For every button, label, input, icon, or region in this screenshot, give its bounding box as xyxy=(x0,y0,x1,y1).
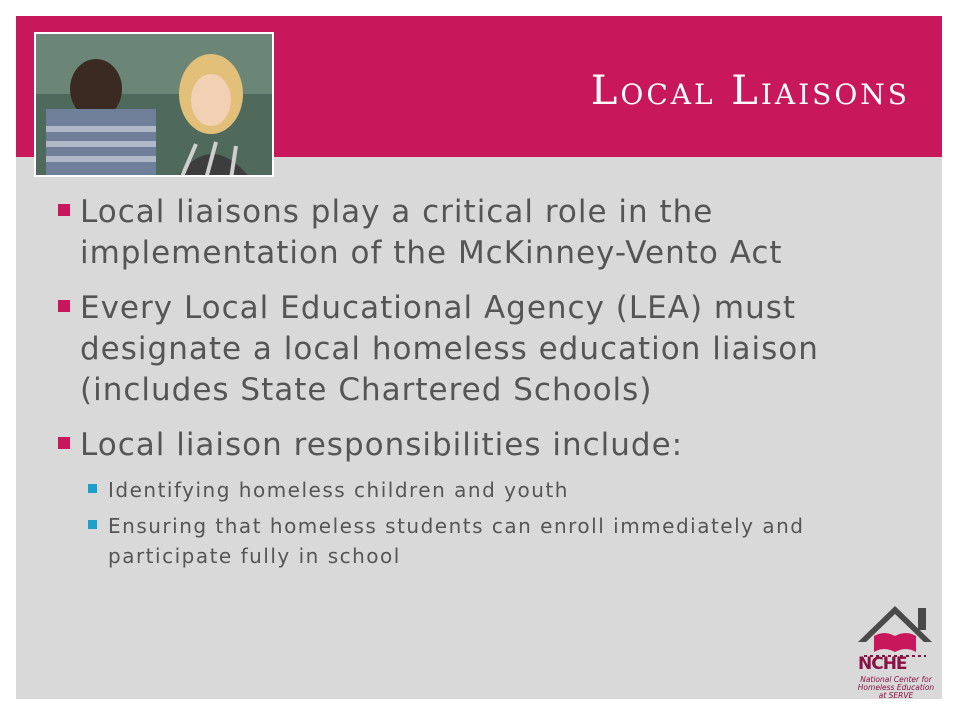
bullet-list xyxy=(58,192,918,577)
bullet-square-icon xyxy=(58,437,70,449)
bullet-square-icon xyxy=(58,300,70,312)
list-item xyxy=(58,288,918,411)
sub-list-item xyxy=(58,475,918,505)
logo-caption: National Center for Homeless Education at SERVE xyxy=(857,675,935,700)
list-item xyxy=(58,192,918,274)
list-item xyxy=(58,425,918,466)
bullet-text: Every Local Educational Agency (LEA) must designate a local homeless education liaison (includes State Chartered Schools) xyxy=(80,289,819,408)
bullet-text: Local liaison responsibilities include: xyxy=(80,426,684,463)
logo-acronym: NCHE xyxy=(858,654,907,674)
sub-list-item xyxy=(58,511,918,571)
sub-bullet-square-icon xyxy=(88,520,97,529)
student-photo xyxy=(34,32,274,177)
slide-title: Local Liaisons xyxy=(590,68,910,114)
sub-bullet-text: Ensuring that homeless students can enroll immediately and participate fully in school xyxy=(108,514,805,569)
bullet-square-icon xyxy=(58,204,70,216)
bullet-text: Local liaisons play a critical role in the implementation of the McKinney-Vento Act xyxy=(80,194,783,271)
sub-bullet-text: Identifying homeless children and youth xyxy=(108,478,569,503)
sub-bullet-square-icon xyxy=(88,484,97,493)
